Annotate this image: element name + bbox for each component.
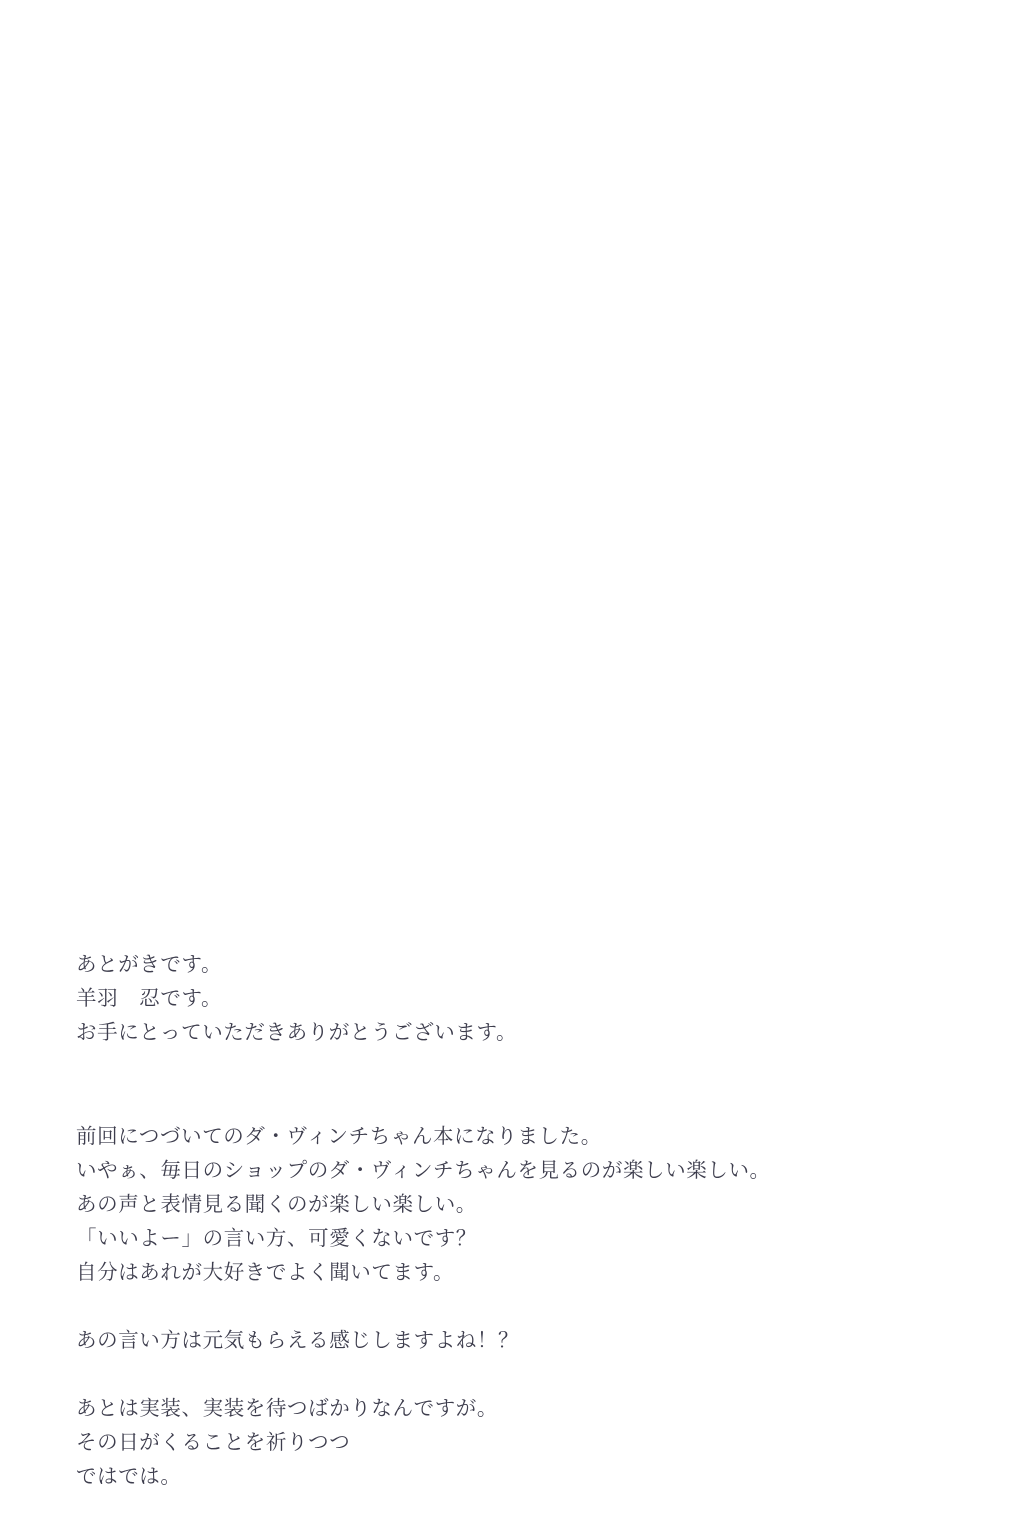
greeting-line-1: あとがきです。 — [76, 953, 223, 976]
greeting-line-2: 羊羽 忍です。 — [76, 987, 223, 1010]
greeting-line-3: お手にとっていただきありがとうございます。 — [76, 1021, 518, 1044]
middle-line-1: あの言い方は元気もらえる感じしますよね！？ — [76, 1329, 520, 1352]
afterword-text-area — [76, 948, 956, 1494]
greeting-block — [76, 948, 956, 1050]
closing-line-1: あとは実装、実装を待つばかりなんですが。 — [76, 1397, 498, 1420]
body-line-3: あの声と表情見る聞くのが楽しい楽しい。 — [76, 1193, 477, 1216]
middle-block — [76, 1324, 956, 1358]
closing-line-2: その日がくることを祈りつつ — [76, 1431, 351, 1454]
body-line-4: 「いいよー」の言い方、可愛くないです？ — [76, 1227, 477, 1250]
body-line-2: いやぁ、毎日のショップのダ・ヴィンチちゃんを見るのが楽しい楽しい。 — [76, 1159, 771, 1182]
body-line-5: 自分はあれが大好きでよく聞いてます。 — [76, 1261, 455, 1284]
body-block — [76, 1120, 956, 1290]
closing-line-3: ではでは。 — [76, 1465, 182, 1488]
body-line-1: 前回につづいてのダ・ヴィンチちゃん本になりました。 — [76, 1125, 602, 1148]
closing-block — [76, 1392, 956, 1494]
